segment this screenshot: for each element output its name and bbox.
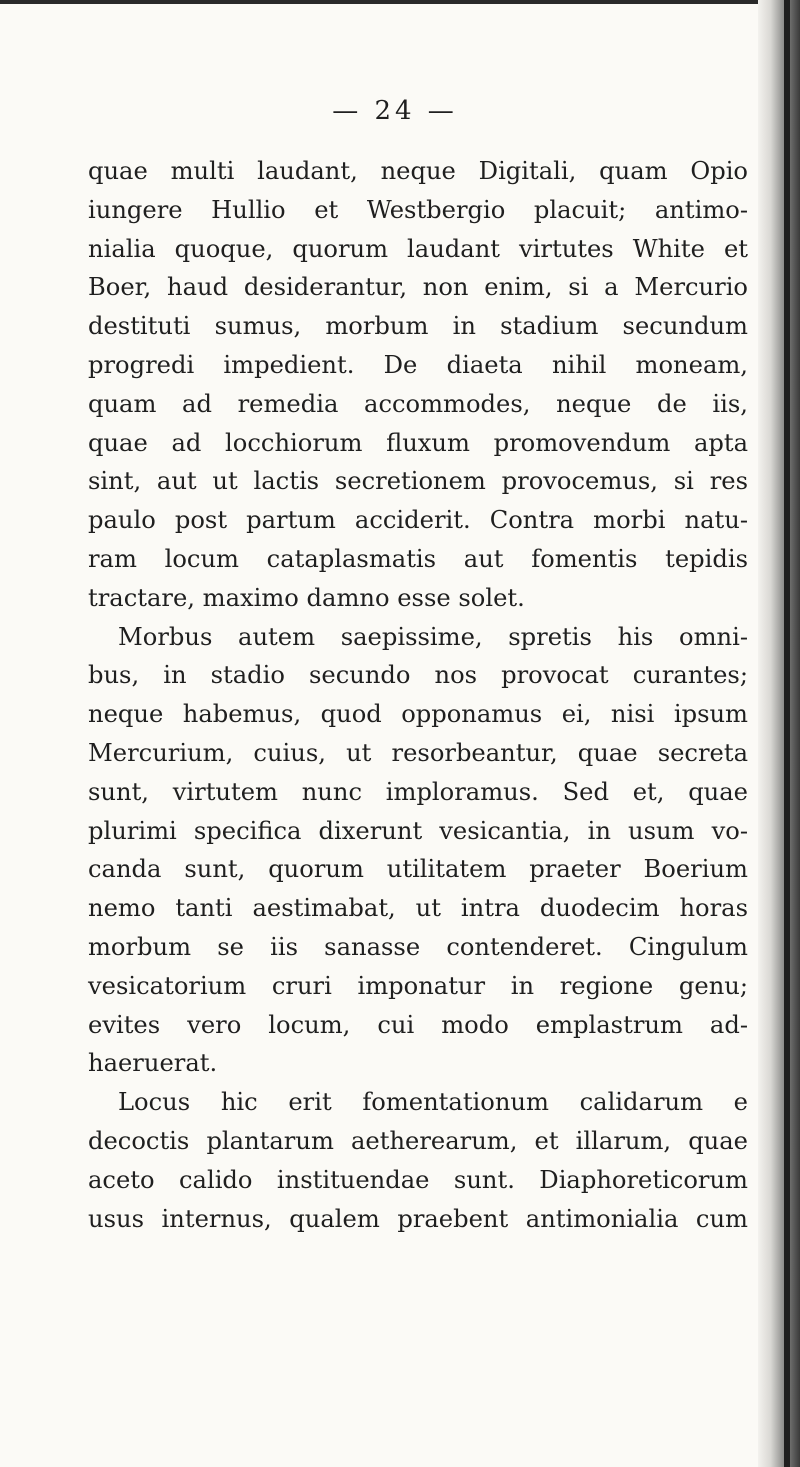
page-number: — 24 —: [332, 96, 458, 126]
text-line: decoctis plantarum aetherearum, et illarum, quae: [88, 1126, 748, 1155]
text-line: paulo post partum acciderit. Contra morbi natu-: [88, 506, 748, 535]
text-line: haeruerat.: [88, 1049, 218, 1078]
text-line: Locus hic erit fomentationum calidarum e: [118, 1088, 748, 1117]
text-line: quam ad remedia accommodes, neque de iis,: [88, 389, 748, 418]
text-line: Mercurium, cuius, ut resorbeantur, quae secreta: [88, 738, 748, 767]
text-line: sunt, virtutem nunc imploramus. Sed et, quae: [88, 777, 748, 806]
text-line: canda sunt, quorum utilitatem praeter Boerium: [88, 855, 748, 884]
text-line: neque habemus, quod opponamus ei, nisi ipsum: [88, 700, 748, 729]
binding-edge: [758, 0, 800, 1467]
text-line: aceto calido instituendae sunt. Diaphoreticorum: [88, 1165, 748, 1194]
text-line: nialia quoque, quorum laudant virtutes White et: [88, 234, 748, 263]
text-line: nemo tanti aestimabat, ut intra duodecim horas: [88, 894, 748, 923]
text-line: tractare, maximo damno esse solet.: [88, 583, 525, 612]
text-line: Morbus autem saepissime, spretis his omni-: [118, 622, 748, 651]
text-line: evites vero locum, cui modo emplastrum ad-: [88, 1010, 748, 1039]
text-line: vesicatorium cruri imponatur in regione genu;: [88, 971, 748, 1000]
text-line: morbum se iis sanasse contenderet. Cingulum: [88, 932, 748, 961]
text-line: quae ad locchiorum fluxum promovendum apta: [88, 428, 748, 457]
text-line: ram locum cataplasmatis aut fomentis tepidis: [88, 544, 748, 573]
text-line: plurimi specifica dixerunt vesicantia, in usum vo-: [88, 816, 748, 845]
text-line: usus internus, qualem praebent antimonialia cum: [88, 1204, 748, 1233]
body-text: [88, 152, 748, 1238]
binding-shadow: [784, 0, 790, 1467]
top-rule: [0, 0, 800, 4]
text-line: iungere Hullio et Westbergio placuit; antimo-: [88, 195, 748, 224]
text-line: progredi impedient. De diaeta nihil moneam,: [88, 350, 748, 379]
text-line: destituti sumus, morbum in stadium secundum: [88, 312, 748, 341]
text-line: Boer, haud desiderantur, non enim, si a Mercurio: [88, 273, 748, 302]
text-line: quae multi laudant, neque Digitali, quam Opio: [88, 157, 748, 185]
text-line: bus, in stadio secundo nos provocat curantes;: [88, 661, 748, 690]
text-line: sint, aut ut lactis secretionem provocemus, si res: [88, 467, 748, 496]
